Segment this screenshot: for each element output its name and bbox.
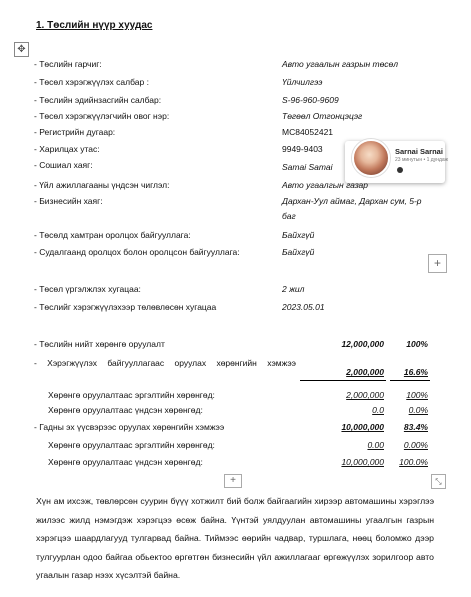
- finance-pct: 0.00%: [403, 440, 428, 450]
- finance-amount: 2,000,000: [346, 367, 384, 377]
- term-label: - Төсөл үргэлжлэх хугацаа:: [34, 284, 141, 294]
- profile-subtitle: 23 минутын • 1 дундаж: [395, 157, 449, 163]
- term-label: - Төслийг хэрэгжүүлэхээр төлөвлөсөн хугацаа: [34, 302, 217, 312]
- finance-amount: 2,000,000: [346, 390, 384, 400]
- info-value: Байхгүй: [282, 230, 315, 240]
- finance-label: - Хэрэгжүүлэх байгууллагаас оруулах хөрөнгийн хэмжээ: [34, 358, 296, 368]
- info-label: - Төсөл хэрэгжүүлэх салбар :: [34, 77, 149, 87]
- info-value: Төгөөл Отгонцэцэг: [282, 111, 363, 121]
- finance-amount: 12,000,000: [341, 339, 384, 349]
- info-label: - Төслийн гарчиг:: [34, 59, 102, 69]
- finance-pct: 16.6%: [403, 367, 428, 377]
- info-label: - Сошиал хаяг:: [34, 160, 93, 170]
- finance-amount: 10,000,000: [341, 422, 384, 432]
- info-label: - Төсөлд хамтран оролцох байгууллага:: [34, 230, 191, 240]
- info-value: Үйлчилгээ: [282, 77, 323, 87]
- info-value: МС84052421: [282, 127, 334, 137]
- info-value: Авто угаалын газрын төсөл: [282, 59, 399, 69]
- table-move-handle-icon[interactable]: ✥: [14, 42, 29, 57]
- divider: [390, 380, 430, 381]
- term-value: 2 жил: [282, 284, 305, 294]
- table-resize-icon[interactable]: ⤡: [431, 474, 446, 489]
- finance-pct: 83.4%: [403, 422, 428, 432]
- info-value: Samai Samai: [282, 162, 333, 172]
- profile-name[interactable]: Sarnai Sarnai: [395, 147, 443, 156]
- finance-label: Хөрөнгө оруулалтаас эргэлтийн хөрөнгөд:: [48, 440, 215, 450]
- finance-pct: 100%: [406, 390, 428, 400]
- finance-pct: 100%: [406, 339, 428, 349]
- finance-label: Хөрөнгө оруулалтаас эргэлтийн хөрөнгөд:: [48, 390, 215, 400]
- info-label: - Үйл ажиллагааны үндсэн чиглэл:: [34, 180, 170, 190]
- add-row-button[interactable]: +: [428, 254, 447, 273]
- finance-pct: 100.0%: [399, 457, 428, 467]
- finance-pct: 0.0%: [408, 405, 428, 415]
- body-paragraph: Хүн ам ихсэж, төвлөрсөн суурин бүүү хотжилт бий болж байгаагийн хирээр автомашины хэрэглээ жилээс жилд нэмэгдэж хэрэгцээ өсөж байна. Үүнтэй уялдуулан автомашины угаалгын газрын хэрэгцээ шаардлагууд тулгарвад байна. Тиймээс өөрийн чадвар, туршлага, нөөц боломжо дээр тулгуурлан одоо байгаа обьектоо өргөтгөн бизнесийн үйл ажиллагааг өргөжүүлэх зорилгоор авто угаалын газар нээх хүсэлтэй байна.: [36, 496, 434, 580]
- globe-icon: [397, 167, 403, 173]
- info-value: S-96-960-9609: [282, 95, 339, 105]
- info-label: - Регистрийн дугаар:: [34, 127, 116, 137]
- finance-label: - Гадны эх үүсвэрээс оруулах хөрөнгийн хэмжээ: [34, 422, 225, 432]
- term-value: 2023.05.01: [282, 302, 325, 312]
- info-value: 9949-9403: [282, 144, 323, 154]
- finance-label: Хөрөнгө оруулалтаас үндсэн хөрөнгөд:: [48, 457, 203, 467]
- info-label: - Бизнесийн хаяг:: [34, 196, 103, 206]
- finance-amount: 0.00: [367, 440, 384, 450]
- info-label: - Харилцах утас:: [34, 144, 100, 154]
- divider: [300, 380, 386, 381]
- info-label: - Төслийн эдийнзасгийн салбар:: [34, 95, 162, 105]
- info-label: - Судалгаанд оролцох болон оролцсон байгууллага:: [34, 247, 240, 257]
- finance-label: Хөрөнгө оруулалтаас үндсэн хөрөнгөд:: [48, 405, 203, 415]
- add-table-row-button[interactable]: +: [224, 474, 242, 488]
- page-title: 1. Төслийн нүүр хуудас: [36, 20, 153, 31]
- info-value: Байхгүй: [282, 247, 315, 257]
- finance-label: - Төслийн нийт хөрөнгө оруулалт: [34, 339, 165, 349]
- info-value: Авто угаалгын газар: [282, 180, 369, 190]
- info-label: - Төсөл хэрэгжүүлэгчийн овог нэр:: [34, 111, 170, 121]
- info-value: Дархан-Уул аймаг, Дархан сум, 5-р баг: [282, 196, 422, 221]
- avatar[interactable]: [352, 139, 390, 177]
- finance-amount: 10,000,000: [341, 457, 384, 467]
- finance-amount: 0.0: [372, 405, 384, 415]
